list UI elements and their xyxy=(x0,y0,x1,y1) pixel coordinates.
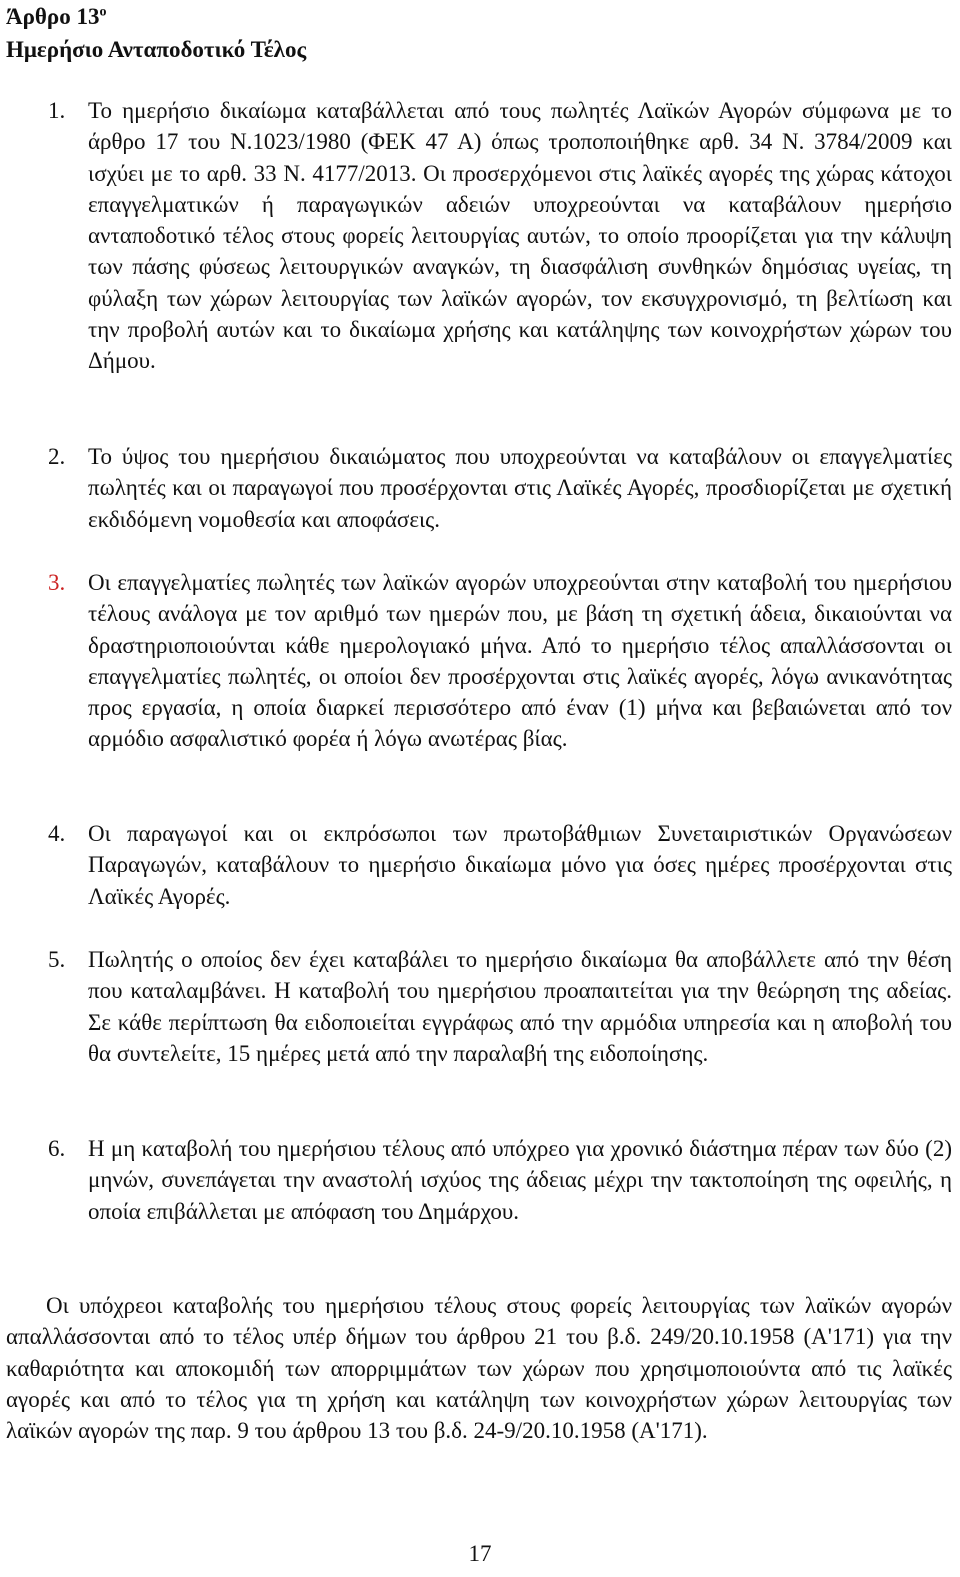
paragraph-number: 3. xyxy=(48,570,66,595)
paragraph-number: 2. xyxy=(48,444,66,469)
paragraph-1 xyxy=(48,95,952,377)
paragraph-text: Η μη καταβολή του ημερήσιου τέλους από υπόχρεο για χρονικό διάστημα πέραν των δύο (2) μηνών, συνεπάγεται την αναστολή ισχύος της άδειας μέχρι την τακτοποίηση της οφειλής, η οποία επιβάλλεται με απόφαση του Δημάρχου. xyxy=(88,1136,952,1224)
paragraph-text: Οι επαγγελματίες πωλητές των λαϊκών αγορών υποχρεούνται στην καταβολή του ημερήσιου τέλους ανάλογα με τον αριθμό των ημερών που, με βάση τη σχετική άδεια, δικαιούνται να δραστηριοποιούνται κάθε ημερολογιακό μήνα. Από το ημερήσιο τέλος απαλλάσσονται οι επαγγελματίες πωλητές, οι οποίοι δεν προσέρχονται στις λαϊκές αγορές, λόγω ανικανότητας προς εργασία, η οποία διαρκεί περισσότερο από έναν (1) μήνα και βεβαιώνεται από τον αρμόδιο ασφαλιστικό φορέα ή λόγω ανωτέρας βίας. xyxy=(88,570,952,752)
paragraph-text: Το ύψος του ημερήσιου δικαιώματος που υποχρεούνται να καταβάλουν οι επαγγελματίες πωλητές και οι παραγωγοί που προσέρχονται στις Λαϊκές Αγορές, προσδιορίζεται με σχετική εκδιδόμενη νομοθεσία και αποφάσεις. xyxy=(88,444,952,532)
paragraph-text: Το ημερήσιο δικαίωμα καταβάλλεται από τους πωλητές Λαϊκών Αγορών σύμφωνα με το άρθρο 17 του Ν.1023/1980 (ΦΕΚ 47 Α) όπως τροποποιήθηκε αρθ. 34 Ν. 3784/2009 και ισχύει με το αρθ. 33 Ν. 4177/2013. Οι προσερχόμενοι στις λαϊκές αγορές της χώρας κάτοχοι επαγγελματικών ή παραγωγικών αδειών υποχρεούνται να καταβάλουν ημερήσιο ανταποδοτικό τέλος στους φορείς λειτουργίας αυτών, το οποίο προορίζεται για την κάλυψη των πάσης φύσεως λειτουργικών αναγκών, τη διασφάλιση συνθηκών δημόσιας υγείας, τη φύλαξη των χώρων λειτουργίας των λαϊκών αγορών, τον εκσυγχρονισμό, τη βελτίωση και την προβολή αυτών και το δικαίωμα χρήσης και κατάληψης των κοινοχρήστων χώρων του Δήμου. xyxy=(88,98,952,374)
paragraph-6 xyxy=(48,1133,952,1227)
paragraph-number: 4. xyxy=(48,821,66,846)
paragraph-5 xyxy=(48,944,952,1069)
article-heading xyxy=(6,0,306,66)
paragraph-4 xyxy=(48,818,952,912)
paragraph-text: Οι παραγωγοί και οι εκπρόσωποι των πρωτοβάθμιων Συνεταιριστικών Οργανώσεων Παραγωγών, καταβάλουν το ημερήσιο δικαίωμα μόνο για όσες ημέρες προσέρχονται στις Λαϊκές Αγορές. xyxy=(88,821,952,909)
page-number: 17 xyxy=(468,1541,492,1566)
article-label-line xyxy=(6,0,306,33)
paragraph-3 xyxy=(48,567,952,755)
article-title: Ημερήσιο Ανταποδοτικό Τέλος xyxy=(6,37,307,62)
article-label: Άρθρο 13 xyxy=(6,4,100,29)
paragraph-text: Πωλητής ο οποίος δεν έχει καταβάλει το ημερήσιο δικαίωμα θα αποβάλλετε από την θέση που καταλαμβάνει. Η καταβολή του ημερήσιου προαπαιτείται για την θεώρηση της αδείας. Σε κάθε περίπτωση θα ειδοποιείται εγγράφως από την αρμόδια υπηρεσία και η αποβολή του θα συντελείτε, 15 ημέρες μετά από την παραλαβή της ειδοποίησης. xyxy=(88,947,952,1066)
paragraph-2 xyxy=(48,441,952,535)
paragraph-number: 6. xyxy=(48,1136,66,1161)
paragraph-number: 5. xyxy=(48,947,66,972)
article-ordinal: ο xyxy=(99,4,107,20)
paragraph-number: 1. xyxy=(48,98,66,123)
closing-paragraph: Οι υπόχρεοι καταβολής του ημερήσιου τέλους στους φορείς λειτουργίας των λαϊκών αγορών απαλλάσσονται από το τέλος υπέρ δήμων του άρθρου 21 του β.δ. 249/20.10.1958 (Α'171) για την καθαριότητα και αποκομιδή των απορριμμάτων των χώρων που χρησιμοποιούντα από τις λαϊκές αγορές και από το τέλος για τη χρήση και κατάληψη των κοινοχρήστων χώρων λειτουργίας των λαϊκών αγορών της παρ. 9 του άρθρου 13 του β.δ. 24-9/20.10.1958 (Α'171). xyxy=(6,1293,952,1444)
